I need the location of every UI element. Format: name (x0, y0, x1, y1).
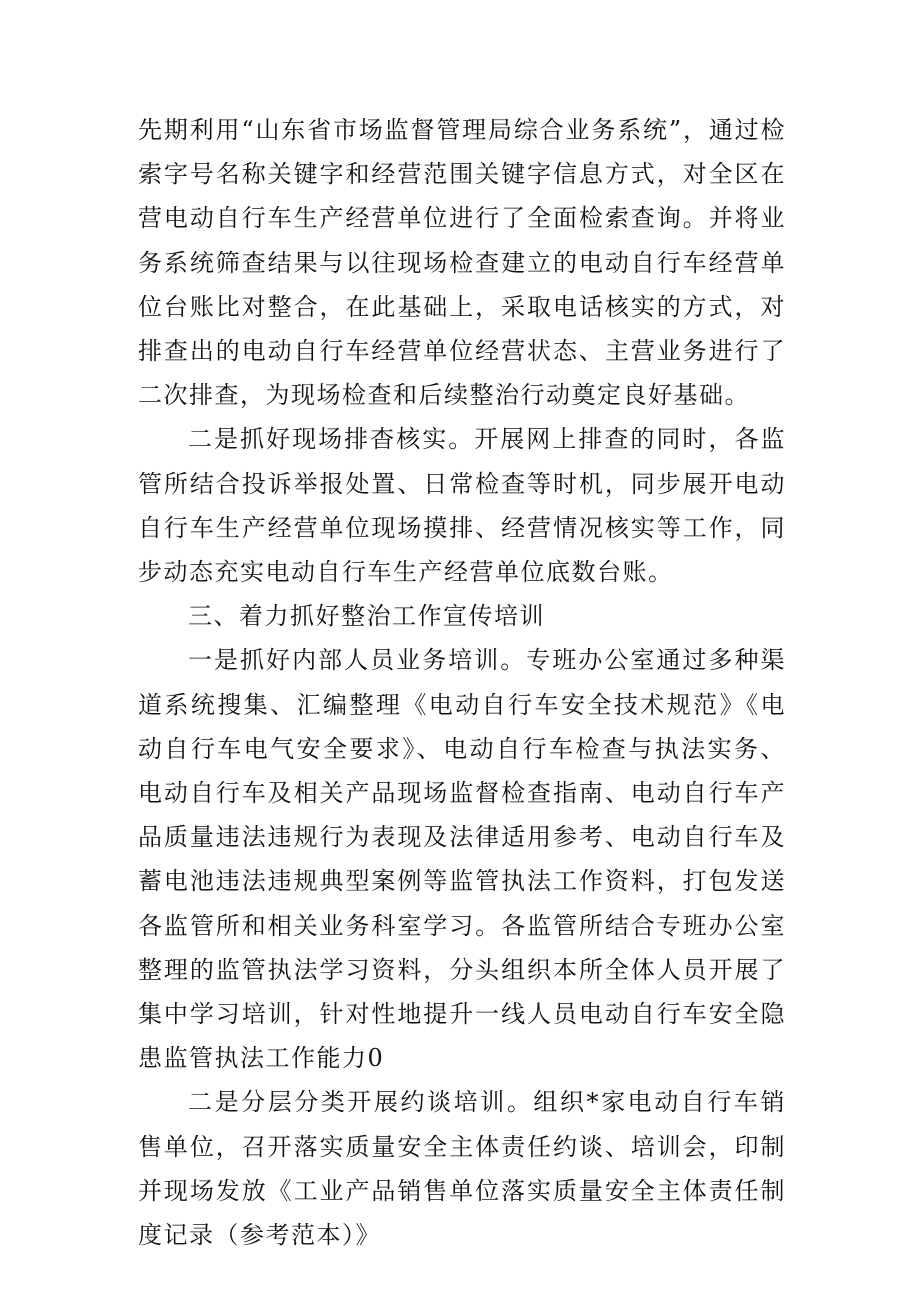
document-page (138, 108, 786, 1257)
paragraph-interview-training: 二是分层分类开展约谈培训。组织*家电动自行车销售单位，召开落实质量安全主体责任约谈、培训会，印制并现场发放《工业产品销售单位落实质量安全主体责任制度记录（参考范本）》 (138, 1088, 786, 1250)
paragraph-onsite-verification: 二是抓好现场排杳核实。开展网上排查的同时，各监管所结合投诉举报处置、日常检查等时机，同步展开电动自行车生产经营单位现场摸排、经营情况核实等工作，同步动态充实电动自行车生产经营单位底数台账。 (138, 425, 786, 587)
section-heading-training: 三、着力抓好整治工作宣传培训 (188, 602, 545, 631)
paragraph-internal-training: 一是抓好内部人员业务培训。专班办公室通过多种渠道系统搜集、汇编整理《电动自行车安全技术规范》《电动自行车电气安全要求》、电动自行车检查与执法实务、电动自行车及相关产品现场监督检查指南、电动自行车产品质量违法违规行为表现及法律适用参考、电动自行车及蓄电池违法违规典型案例等监管执法工作资料，打包发送各监管所和相关业务科室学习。各监管所结合专班办公室整理的监管执法学习资料，分头组织本所全体人员开展了集中学习培训，针对性地提升一线人员电动自行车安全隐患监管执法工作能力0 (138, 646, 786, 1073)
paragraph-online-screening-continuation: 先期利用“山东省市场监督管理局综合业务系统”，通过检索字号名称关键字和经营范围关键字信息方式，对全区在营电动自行车生产经营单位进行了全面检索查询。并将业务系统筛查结果与以往现场检查建立的电动自行车经营单位台账比对整合，在此基础上，采取电话核实的方式，对排查出的电动自行车经营单位经营状态、主营业务进行了二次排查，为现场检查和后续整治行动奠定良好基础。 (138, 116, 786, 410)
